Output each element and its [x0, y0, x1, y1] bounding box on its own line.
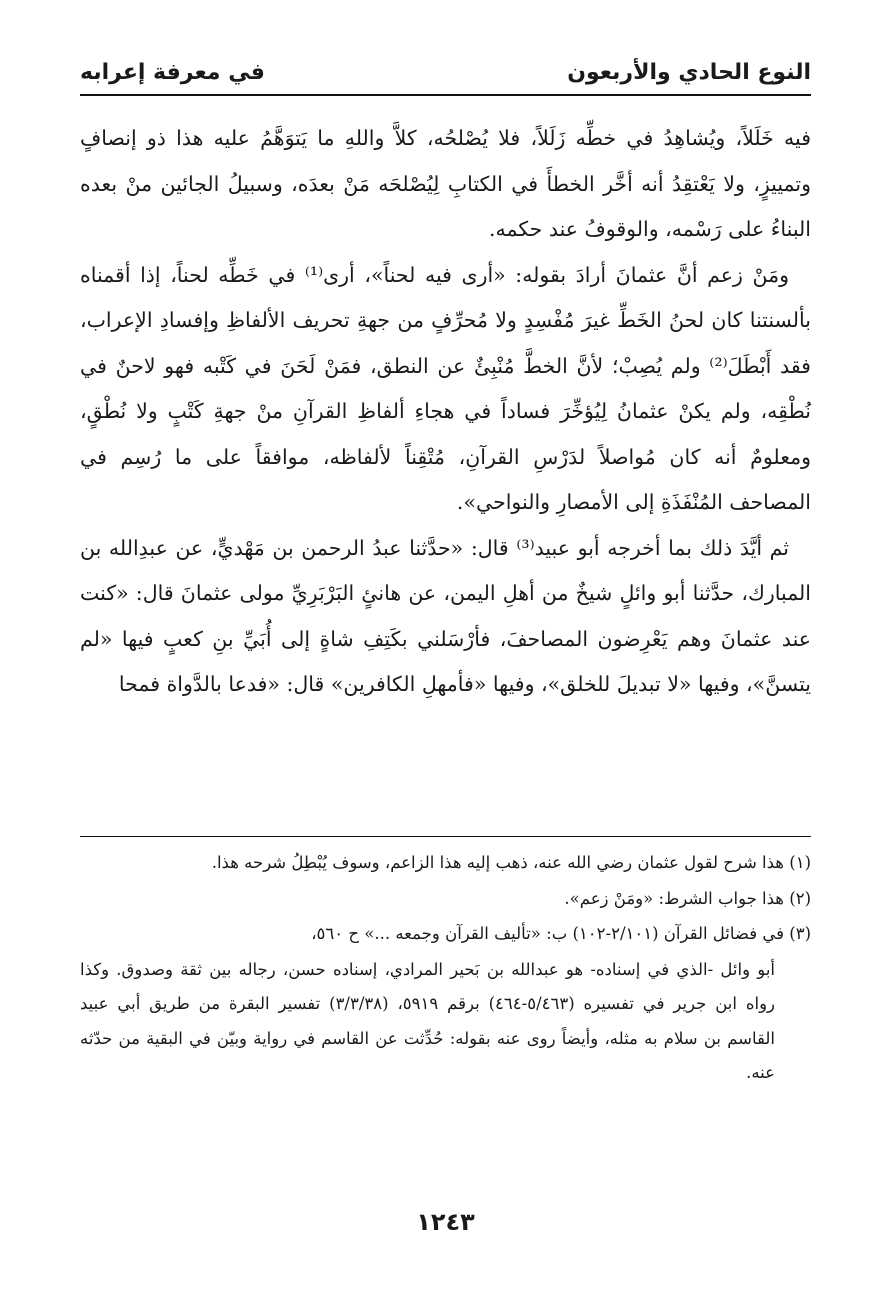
footnote-2: (٢) هذا جواب الشرط: «ومَنْ زعم».	[564, 888, 811, 908]
footnote-3-first-line: (٣) في فضائل القرآن (٢/١٠١-١٠٢) ب: «تأليف القرآن وجمعه ...» ح ٥٦٠،	[311, 924, 811, 943]
footnote-3-continuation: أبو وائل -الذي في إسناده- هو عبدالله بن بَحير المرادي، إسناده حسن، رجاله بين ثقة وصدوق. وكذا رواه ابن جرير في تفسيره (٥/٤٦٣-٤٦٤) برقم ٥٩١٩، (٣/٣/٣٨) تفسير البقرة من طريق أبي عبيد القاسم بن سلام به مثله، وأيضاً روى عنه بقوله: حُدِّثت عن القاسم في رواية وبيّن في البقية من حدّثه عنه.	[80, 959, 776, 1082]
page-number: ١٢٤٣	[416, 1208, 475, 1236]
paragraph-1: فيه خَلَلاً، ويُشاهِدُ في خطِّه زَلَلاً، فلا يُصْلحُه، كلاَّ واللهِ ما يَتوَهَّمُ عليه هذا ذو إنصافٍ وتمييزٍ، ولا يَعْتقِدُ أنه أخَّر الخطأَ في الكتابِ لِيُصْلحَه مَنْ بعدَه، وسبيلُ الجائين منْ بعده البناءُ على رَسْمه، والوقوفُ عند حكمه.	[80, 126, 811, 241]
paragraph-3: ثم أيَّدَ ذلك بما أخرجه أبو عبيد⁽³⁾ قال: «حدَّثنا عبدُ الرحمن بن مَهْديٍّ، عن عبدِالله بن المبارك، حدَّثنا أبو وائلٍ شيخٌ من أهلِ اليمن، عن هانئٍ البَرْبَرِيِّ مولى عثمانَ قال: «كنت عند عثمانَ وهم يَعْرِضون المصاحفَ، فأرْسَلني بكَتِفِ شاةٍ إلى أُبَيِّ بنِ كعبٍ فيها «لم يتسنَّ»، وفيها «لا تبديلَ للخلق»، وفيها «فأمهلِ الكافرين» قال: «فدعا بالدَّواة فمحا	[80, 535, 811, 696]
paragraph-2: ومَنْ زعم أنَّ عثمانَ أرادَ بقوله: «أرى فيه لحناً»، أرى⁽¹⁾ في خَطِّه لحناً، إذا أقمناه بألسنتنا كان لحنُ الخَطِّ غيرَ مُفْسِدٍ ولا مُحرِّفٍ من جهةِ تحريف الألفاظِ وإفسادِ الإعراب، فقد أَبْطَلَ⁽²⁾ ولم يُصِبْ؛ لأنَّ الخطَّ مُنْبِئٌ عن النطق، فمَنْ لَحَنَ في كَتْبه فهو لاحنٌ في نُطْقِه، ولم يكنْ عثمانُ لِيُؤخِّرَ فساداً في هجاءِ ألفاظِ القرآنِ منْ جهةِ كَتْبٍ ولا نُطْقٍ، ومعلومٌ أنه كان مُواصلاً لدَرْسِ القرآنِ، مُتْقِناً لألفاظه، موافقاً على ما رُسِم في المصاحف المُنْفَذَةِ إلى الأمصارِ والنواحي».	[80, 262, 811, 514]
running-header	[80, 52, 811, 92]
section-title: في معرفة إعرابه	[80, 59, 265, 85]
footnotes	[80, 846, 811, 1092]
main-text	[80, 116, 811, 708]
footnote-divider	[80, 836, 811, 837]
header-divider	[80, 94, 811, 96]
chapter-title: النوع الحادي والأربعون	[567, 59, 811, 85]
footnote-1: (١) هذا شرح لقول عثمان رضي الله عنه، ذهب إليه هذا الزاعم، وسوف يُبْطِلُ شرحه هذا.	[211, 853, 811, 872]
